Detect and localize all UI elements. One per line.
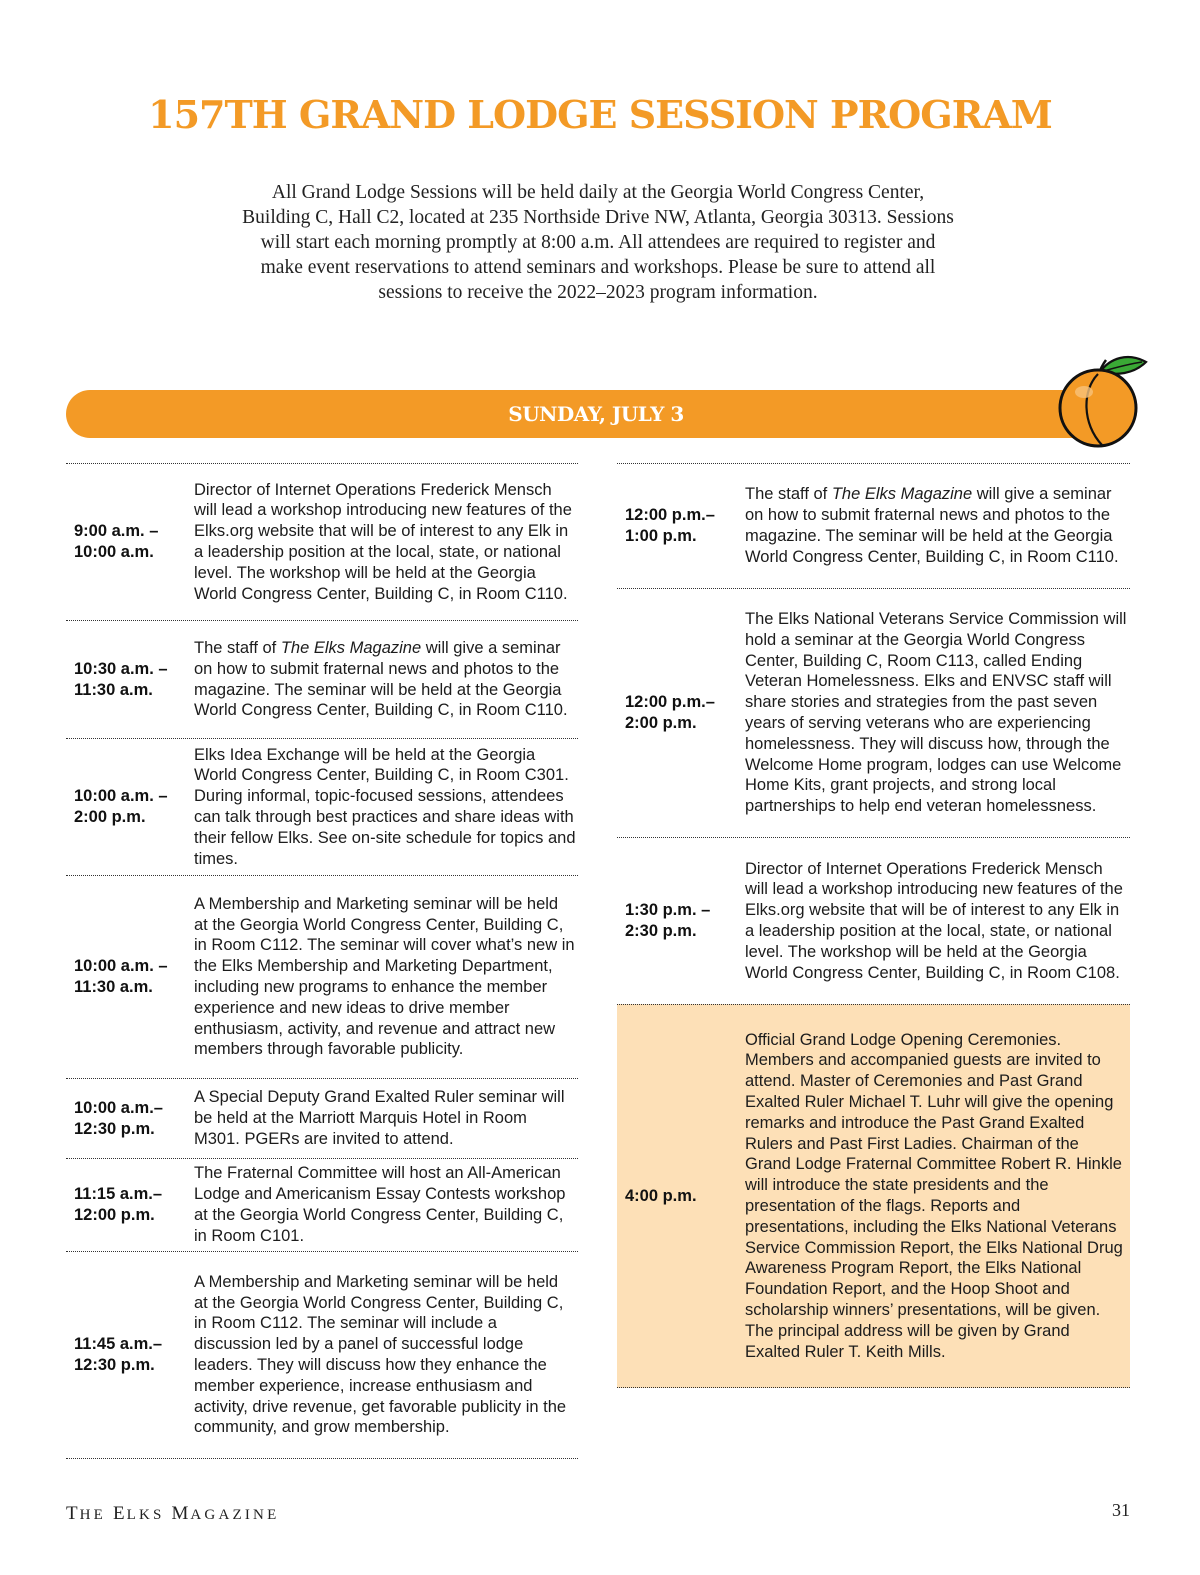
left-schedule-column [66, 463, 578, 1459]
event-description: Director of Internet Operations Frederick Mensch will lead a workshop introducing new features of the Elks.org website that will be of interest to any Elk in a leadership position at the local, state, or national level. The workshop will be held at the Georgia World Congress Center, Building C, in Room C108. [745, 859, 1123, 982]
event-description: Elks Idea Exchange will be held at the Georgia World Congress Center, Building C, in Room C301. During informal, topic-focused sessions, attendees can talk through best practices and share ideas with their fellow Elks. See on-site schedule for topics and times. [194, 745, 576, 868]
event-time: 11:15 a.m.– 12:00 p.m. [74, 1185, 163, 1224]
schedule-row [66, 1158, 578, 1251]
event-description: Director of Internet Operations Frederick Mensch will lead a workshop introducing new features of the Elks.org website that will be of interest to any Elk in a leadership position at the local, state, or national level. The workshop will be held at the Georgia World Congress Center, Building C, in Room C110. [194, 480, 572, 603]
schedule-row [66, 738, 578, 875]
event-description: Official Grand Lodge Opening Ceremonies. Members and accompanied guests are invited to attend. Master of Ceremonies and Past Grand Exalted Ruler Michael T. Luhr will give the opening remarks and introduce the Past Grand Exalted Rulers and Past First Ladies. Chairman of the Grand Lodge Fraternal Committee Robert R. Hinkle will introduce the state presidents and the presentation of the flags. Reports and presentations, including the Elks National Veterans Service Commission Report, the Elks National Drug Awareness Program Report, the Elks National Foundation Report, and the Hoop Shoot and scholarship winners’ presentations, will be given. The principal address will be given by Grand Exalted Ruler T. Keith Mills. [745, 1030, 1123, 1361]
schedule-row [66, 1078, 578, 1158]
schedule-row-highlighted [617, 1004, 1130, 1388]
event-time: 11:45 a.m.– 12:30 p.m. [74, 1335, 163, 1374]
event-time: 9:00 a.m. – 10:00 a.m. [74, 522, 159, 561]
peach-icon [1048, 350, 1152, 454]
publication-name: THE ELKS MAGAZINE [66, 1503, 280, 1524]
event-time: 10:30 a.m. – 11:30 a.m. [74, 659, 168, 699]
magazine-title: The Elks Magazine [280, 638, 422, 657]
schedule-row [66, 875, 578, 1078]
event-time: 10:00 a.m. – 2:00 p.m. [74, 787, 168, 826]
event-time: 1:30 p.m. – 2:30 p.m. [625, 901, 711, 940]
event-description: The staff of The Elks Magazine will give a seminar on how to submit fraternal news and photos to the magazine. The seminar will be held at the Georgia World Congress Center, Building C, in Room C110. [745, 485, 1119, 566]
event-time: 12:00 p.m.– 1:00 p.m. [625, 506, 715, 545]
schedule-row [66, 620, 578, 738]
page-number: 31 [1112, 1500, 1130, 1520]
schedule-row [66, 1251, 578, 1459]
schedule-row [66, 463, 578, 620]
event-time: 10:00 a.m. – 11:30 a.m. [74, 957, 168, 996]
schedule-row [617, 837, 1130, 1004]
event-description: The Fraternal Committee will host an All-American Lodge and Americanism Essay Contests workshop at the Georgia World Congress Center, Building C, in Room C101. [194, 1164, 566, 1245]
day-label: SUNDAY, JULY 3 [508, 402, 684, 426]
event-description: The Elks National Veterans Service Commission will hold a seminar at the Georgia World Congress Center, Building C, Room C113, called Ending Veteran Homelessness. Elks and ENVSC staff will share stories and strategies from the past seven years of serving veterans who are experiencing homelessness. They will discuss how, through the Welcome Home program, lodges can use Welcome Home Kits, grant projects, and strong local partnerships to help end veteran homelessness. [745, 610, 1127, 816]
event-description: The staff of The Elks Magazine will give a seminar on how to submit fraternal news and photos to the magazine. The seminar will be held at the Georgia World Congress Center, Building C, in Room C110. [194, 638, 568, 720]
schedule-row [617, 588, 1130, 837]
page-title: 157TH GRAND LODGE SESSION PROGRAM [148, 92, 1052, 137]
day-banner [66, 390, 1096, 438]
magazine-title: The Elks Magazine [831, 485, 973, 504]
event-description: A Membership and Marketing seminar will be held at the Georgia World Congress Center, Building C, in Room C112. The seminar will cover what’s new in the Elks Membership and Marketing Department, including new programs to enhance the member experience and new ideas to drive member enthusiasm, activity, and revenue and attract new members through favorable publicity. [194, 894, 575, 1059]
event-time: 4:00 p.m. [625, 1186, 697, 1205]
event-time: 10:00 a.m.– 12:30 p.m. [74, 1098, 163, 1138]
right-schedule-column [617, 463, 1130, 1388]
event-description: A Membership and Marketing seminar will be held at the Georgia World Congress Center, Building C, in Room C112. The seminar will include a discussion led by a panel of successful lodge leaders. They will discuss how they enhance the member experience, increase enthusiasm and activity, drive revenue, get favorable publicity in the community, and grow membership. [194, 1272, 567, 1437]
event-time: 12:00 p.m.– 2:00 p.m. [625, 693, 715, 732]
event-description: A Special Deputy Grand Exalted Ruler seminar will be held at the Marriott Marquis Hotel in Room M301. PGERs are invited to attend. [194, 1088, 565, 1148]
intro-paragraph: All Grand Lodge Sessions will be held daily at the Georgia World Congress Center, Building C, Hall C2, located at 235 Northside Drive NW, Atlanta, Georgia 30313. Sessions will start each morning promptly at 8:00 a.m. All attendees are required to register and make event reservations to attend seminars and workshops. Please be sure to attend all sessions to receive the 2022–2023 program information. [242, 182, 954, 303]
schedule-row [617, 463, 1130, 588]
